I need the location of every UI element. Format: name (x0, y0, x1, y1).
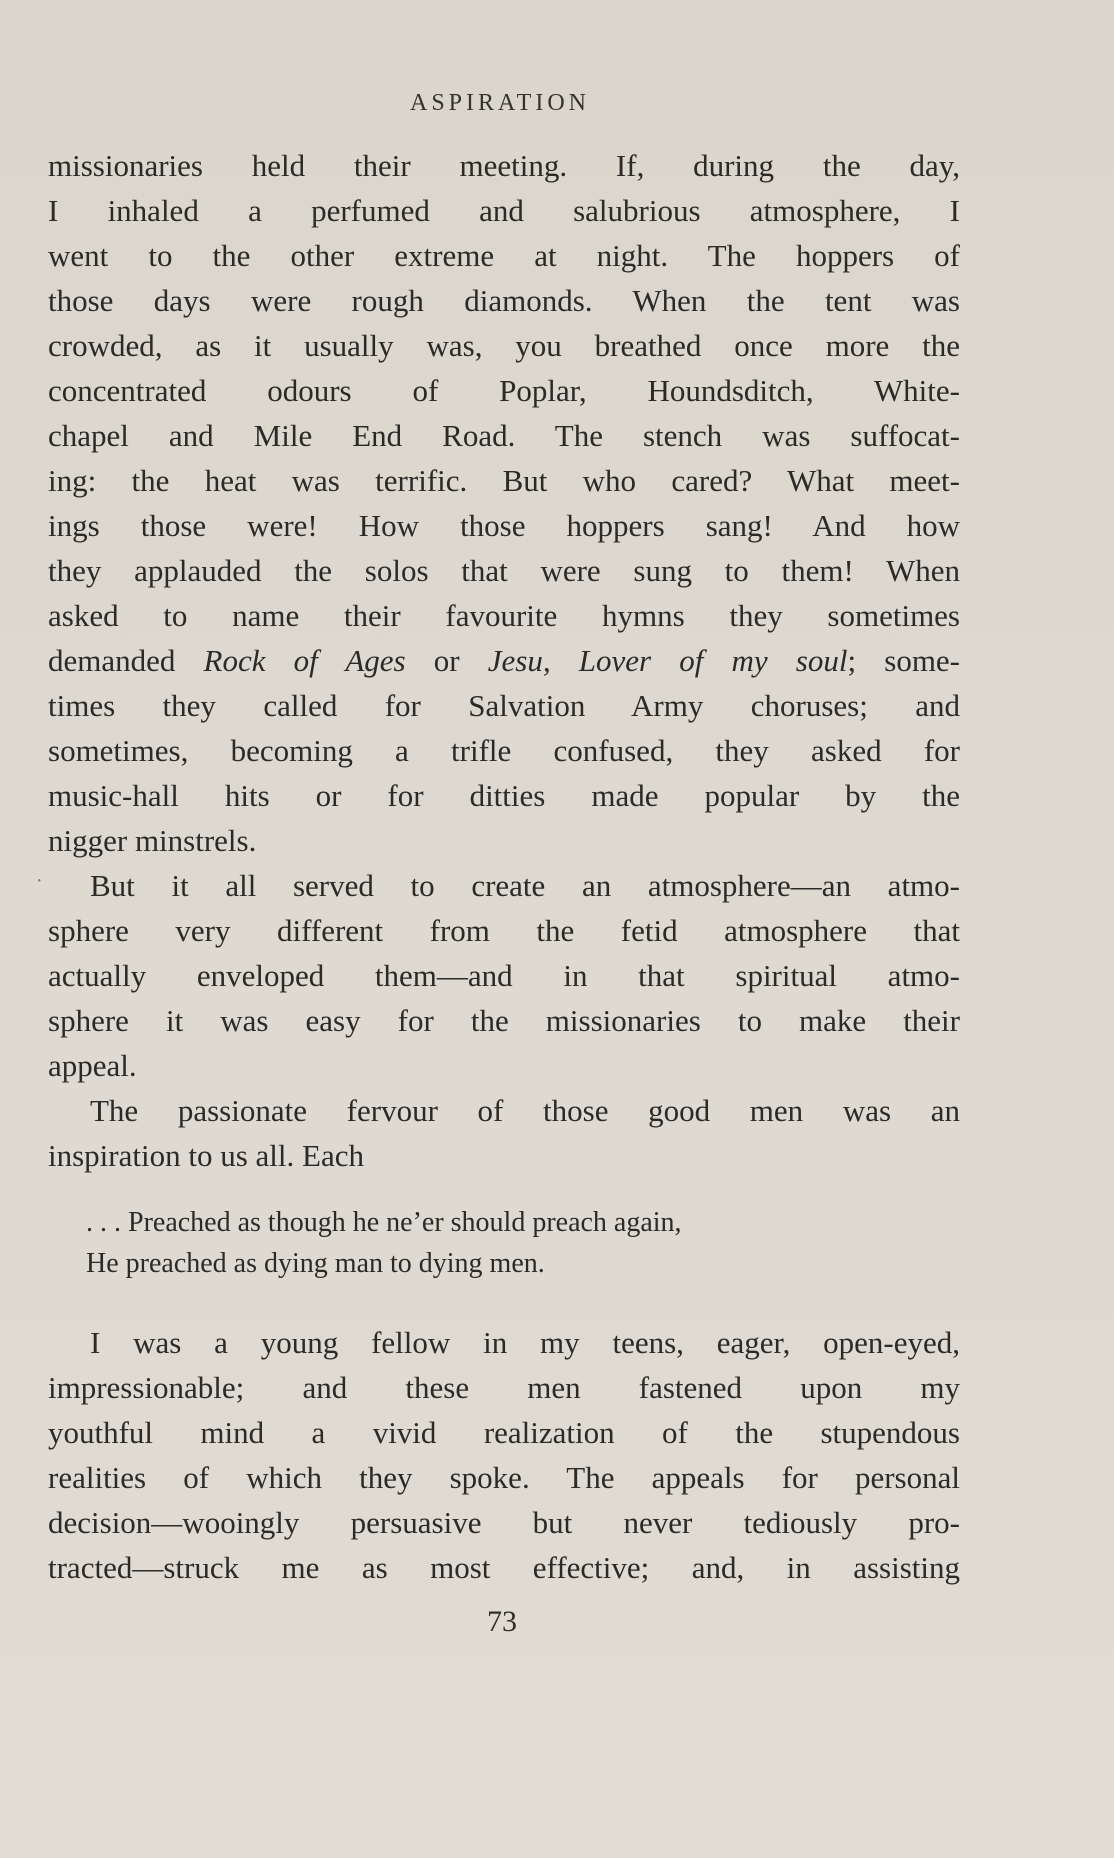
italic-title: Jesu, Lover of my soul (487, 643, 848, 678)
text-run: times they called for Salvation Army choruses; and (48, 688, 960, 723)
text-run: ; some- (847, 643, 960, 678)
text-line (48, 233, 960, 278)
paragraph-block-2 (48, 1320, 960, 1590)
text-run: decision—wooingly persuasive but never tediously pro- (48, 1505, 960, 1540)
text-run: music-hall hits or for ditties made popular by the (48, 778, 960, 813)
text-run: inspiration to us all. Each (48, 1138, 364, 1173)
text-run: asked to name their favourite hymns they sometimes (48, 598, 960, 633)
text-line (48, 1545, 960, 1590)
verse-line: He preached as dying man to dying men. (86, 1248, 545, 1279)
text-run: impressionable; and these men fastened upon my (48, 1370, 960, 1405)
text-run: The passionate fervour of those good men was an (90, 1093, 960, 1128)
text-line (48, 548, 960, 593)
text-run: But it all served to create an atmosphere—an atmo- (90, 868, 960, 903)
text-line (48, 863, 960, 908)
text-run: youthful mind a vivid realization of the stupendous (48, 1415, 960, 1450)
italic-title: Rock of Ages (203, 643, 406, 678)
text-run: demanded (48, 643, 204, 678)
paragraph-block-1 (48, 143, 960, 1178)
running-head: ASPIRATION (409, 90, 590, 116)
text-run: ing: the heat was terrific. But who cared? What meet- (48, 463, 960, 498)
text-run: nigger minstrels. (48, 823, 257, 858)
verse-quotation (86, 1202, 966, 1284)
text-line (48, 323, 960, 368)
text-line (48, 728, 960, 773)
verse-line: . . . Preached as though he ne’er should preach again, (86, 1207, 682, 1238)
text-run: actually enveloped them—and in that spiritual atmo- (48, 958, 960, 993)
text-line (48, 1500, 960, 1545)
text-run: went to the other extreme at night. The hoppers of (48, 238, 960, 273)
text-line (48, 1365, 960, 1410)
text-line (48, 908, 960, 953)
text-run: ings those were! How those hoppers sang! And how (48, 508, 960, 543)
text-line (48, 683, 960, 728)
text-run: missionaries held their meeting. If, during the day, (48, 148, 960, 183)
text-line (48, 593, 960, 638)
text-line (48, 458, 960, 503)
text-line (48, 503, 960, 548)
text-run: I inhaled a perfumed and salubrious atmosphere, I (48, 193, 960, 228)
text-line (48, 1133, 960, 1178)
text-run: they applauded the solos that were sung to them! When (48, 553, 960, 588)
text-line (48, 998, 960, 1043)
text-line (48, 638, 960, 683)
text-line (48, 1088, 960, 1133)
text-line (48, 1455, 960, 1500)
page-number: 73 (487, 1605, 517, 1638)
stray-mark: · (36, 870, 43, 892)
text-run: or (405, 643, 488, 678)
text-run: sometimes, becoming a trifle confused, they asked for (48, 733, 960, 768)
text-line (48, 1320, 960, 1365)
text-line (48, 953, 960, 998)
text-line (48, 143, 960, 188)
text-run: sphere very different from the fetid atmosphere that (48, 913, 960, 948)
text-line (48, 278, 960, 323)
text-run: sphere it was easy for the missionaries to make their (48, 1003, 960, 1038)
text-line (48, 818, 960, 863)
text-run: tracted—struck me as most effective; and, in assisting (48, 1550, 960, 1585)
text-run: I was a young fellow in my teens, eager, open-eyed, (90, 1325, 960, 1360)
text-line (48, 368, 960, 413)
text-run: crowded, as it usually was, you breathed once more the (48, 328, 960, 363)
text-line (48, 1043, 960, 1088)
text-run: chapel and Mile End Road. The stench was suffocat- (48, 418, 960, 453)
text-line (48, 188, 960, 233)
text-run: appeal. (48, 1048, 137, 1083)
text-line (48, 773, 960, 818)
text-run: those days were rough diamonds. When the tent was (48, 283, 960, 318)
text-line (48, 413, 960, 458)
text-run: concentrated odours of Poplar, Houndsditch, White- (48, 373, 960, 408)
text-run: realities of which they spoke. The appeals for personal (48, 1460, 960, 1495)
text-line (48, 1410, 960, 1455)
